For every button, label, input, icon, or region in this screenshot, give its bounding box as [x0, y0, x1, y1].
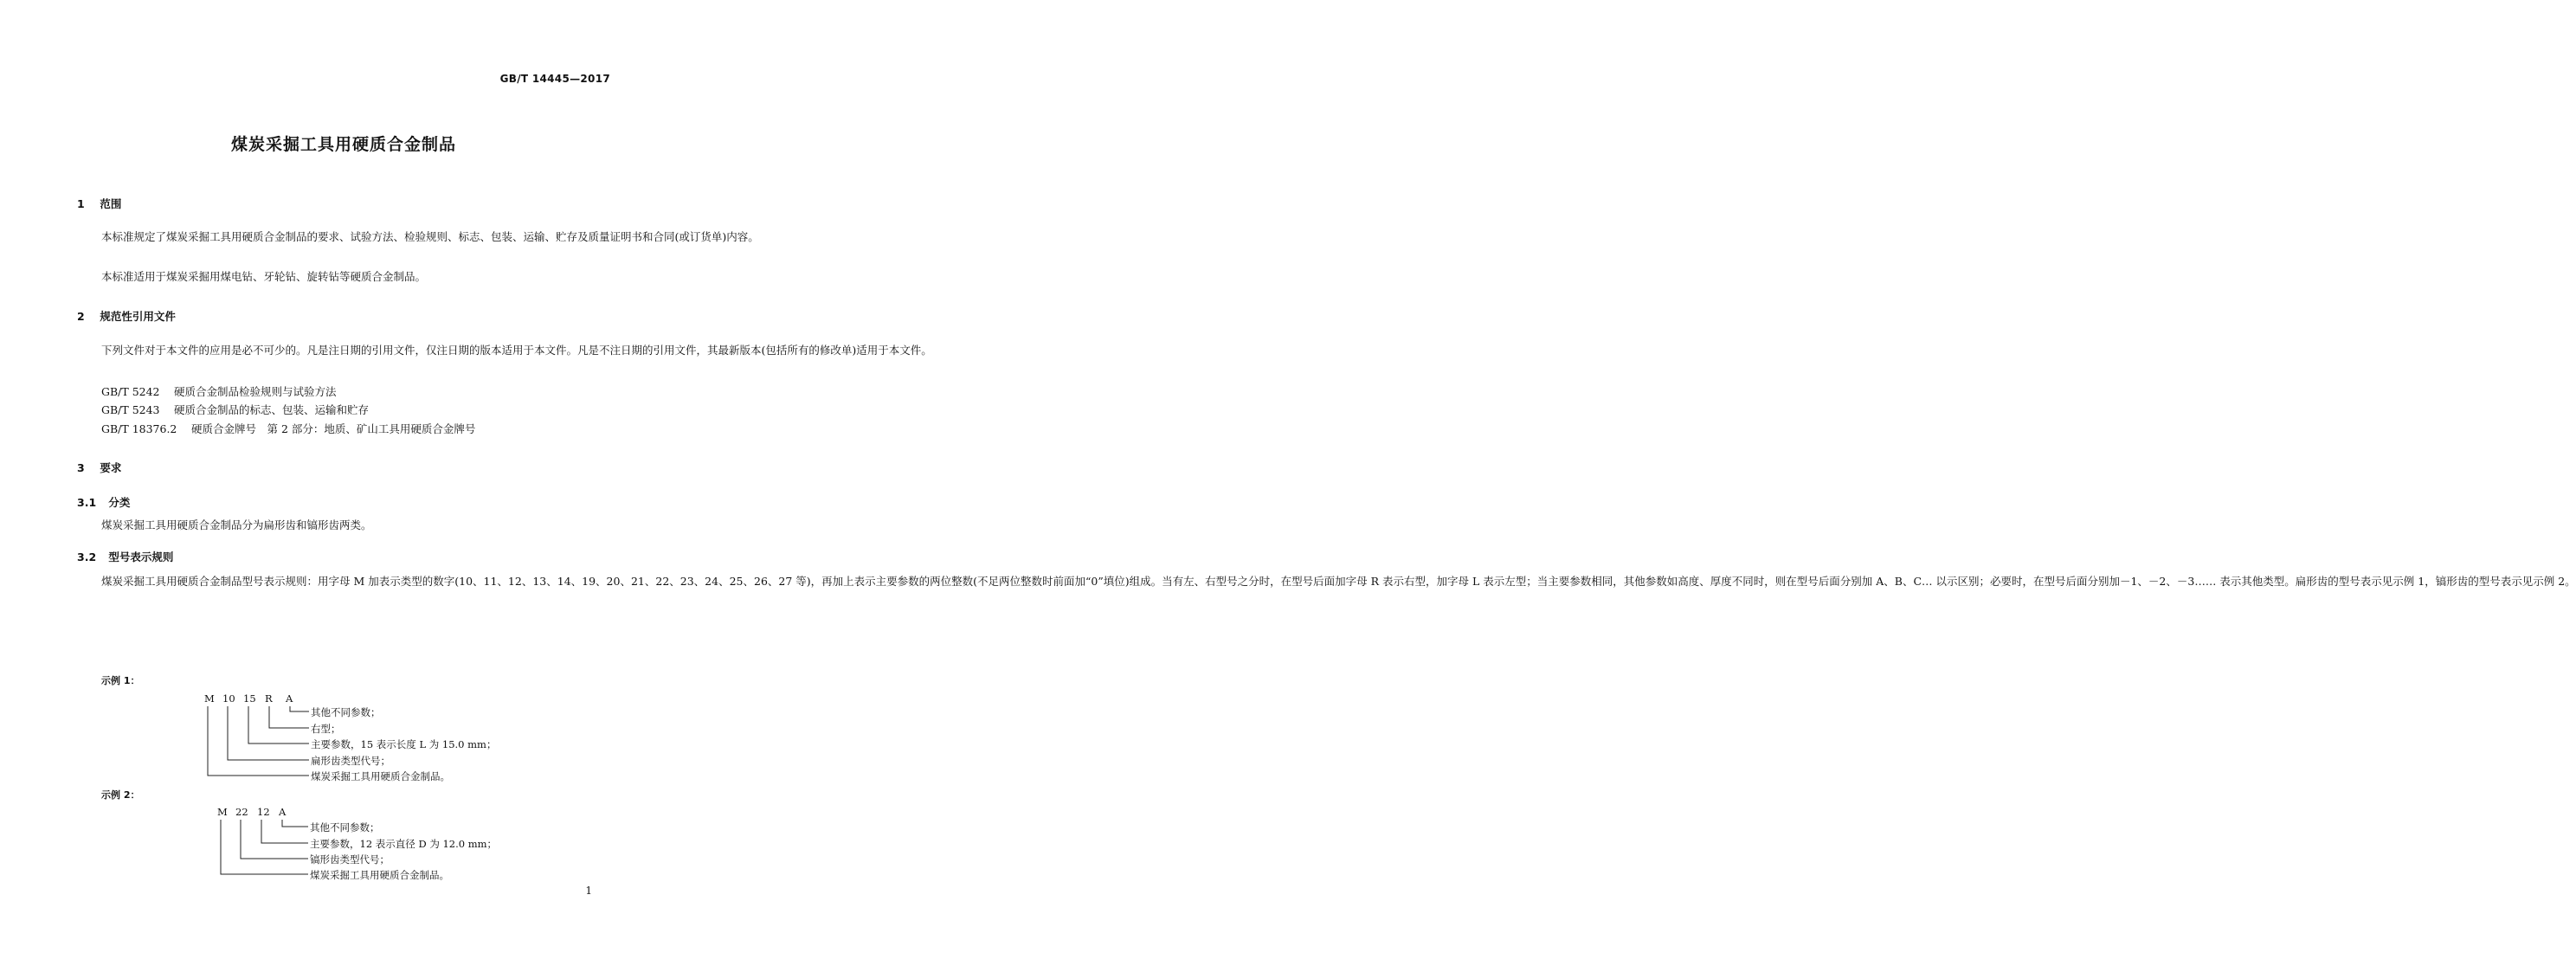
page-number: 1 [585, 885, 592, 897]
reference-code: GB/T 18376.2 [101, 422, 177, 435]
section-number: 3.2 [77, 550, 97, 563]
example-2-label-a: 其他不同参数； [310, 821, 380, 834]
example-1-label-r: 右型； [311, 723, 341, 735]
example-2-label: 示例 2： [101, 789, 140, 801]
section-number: 3 [77, 461, 85, 474]
section-2-paragraph-1: 下列文件对于本文件的应用是必不可少的。凡是注日期的引用文件，仅注日期的版本适用于本文件。凡是不注日期的引用文件，其最新版本(包括所有的修改单)适用于本文件。 [101, 344, 932, 357]
example-1-leader-m [208, 706, 309, 776]
example-1-leader-a [290, 706, 309, 711]
standard-code: GB/T 14445—2017 [499, 73, 610, 85]
reference-code: GB/T 5243 [101, 403, 160, 416]
example-1-token-type: 10 [222, 692, 235, 705]
section-title: 分类 [108, 496, 131, 509]
section-1-paragraph-2: 本标准适用于煤炭采掘用煤电钻、牙轮钻、旋转钻等硬质合金制品。 [101, 270, 427, 283]
section-number: 1 [77, 197, 85, 210]
example-1-label-type: 扁形齿类型代号； [311, 755, 390, 767]
example-2-label-param: 主要参数，12 表示直径 D 为 12.0 mm； [310, 838, 498, 850]
reference-title: 硬质合金制品检验规则与试验方法 [174, 385, 337, 398]
example-1-leader-r [269, 706, 309, 728]
example-1-token-a: A [286, 692, 293, 705]
example-2-token-a: A [279, 806, 287, 818]
section-3-2-paragraph: 煤炭采掘工具用硬质合金制品型号表示规则：用字母 M 加表示类型的数字(10、11、12、13、14、19、20、21、22、23、24、25、26、27 等)，再加上表示主要参数的两位整数(不足两位整数时前面加“0”填位)组成。当有左、右型号之分时，在型号后面加字母 R 表示右型，加字母 L 表示左型；当主要参数相同，其他参数如高度、厚度不同时，则在型号后面分别加 A、B、C… 以示区别；必要时，在型号后面分别加－1、－2、－3…… 表示其他类型。扁形齿的型号表示见示例 1，镐形齿的型号表示见示例 2。 [101, 575, 2576, 588]
example-1-token-param: 15 [243, 692, 256, 705]
example-2-token-m: M [217, 806, 228, 818]
example-1-label-param: 主要参数，15 表示长度 L 为 15.0 mm； [311, 738, 497, 750]
example-2-leader-param [261, 820, 308, 843]
section-3-1-paragraph: 煤炭采掘工具用硬质合金制品分为扁形齿和镐形齿两类。 [101, 518, 372, 531]
section-title: 型号表示规则 [108, 550, 174, 563]
example-2-label-type: 镐形齿类型代号； [310, 853, 390, 866]
reference-code: GB/T 5242 [101, 385, 160, 398]
example-2-label-m: 煤炭采掘工具用硬质合金制品。 [310, 869, 449, 881]
example-2-leader-m [221, 820, 308, 874]
section-number: 3.1 [77, 496, 97, 509]
example-1-token-r: R [265, 692, 273, 705]
example-2-token-param: 12 [257, 806, 270, 818]
section-title: 要求 [100, 461, 122, 474]
section-1-paragraph-1: 本标准规定了煤炭采掘工具用硬质合金制品的要求、试验方法、检验规则、标志、包装、运输、贮存及质量证明书和合同(或订货单)内容。 [101, 230, 759, 243]
section-number: 2 [77, 310, 85, 323]
example-2-leader-a [282, 820, 308, 827]
example-2-token-type: 22 [235, 806, 248, 818]
section-title: 范围 [100, 197, 122, 210]
document-title: 煤炭采掘工具用硬质合金制品 [230, 135, 456, 154]
example-2-leader-type [241, 820, 308, 859]
example-1-label-a: 其他不同参数； [311, 706, 381, 718]
example-1-token-m: M [204, 692, 215, 705]
example-1-label: 示例 1： [101, 675, 140, 686]
reference-title: 硬质合金制品的标志、包装、运输和贮存 [174, 403, 370, 416]
example-1-leader-type [228, 706, 309, 760]
example-1-label-m: 煤炭采掘工具用硬质合金制品。 [311, 770, 450, 782]
reference-title: 硬质合金牌号 第 2 部分：地质、矿山工具用硬质合金牌号 [191, 422, 476, 435]
section-title: 规范性引用文件 [100, 310, 176, 323]
